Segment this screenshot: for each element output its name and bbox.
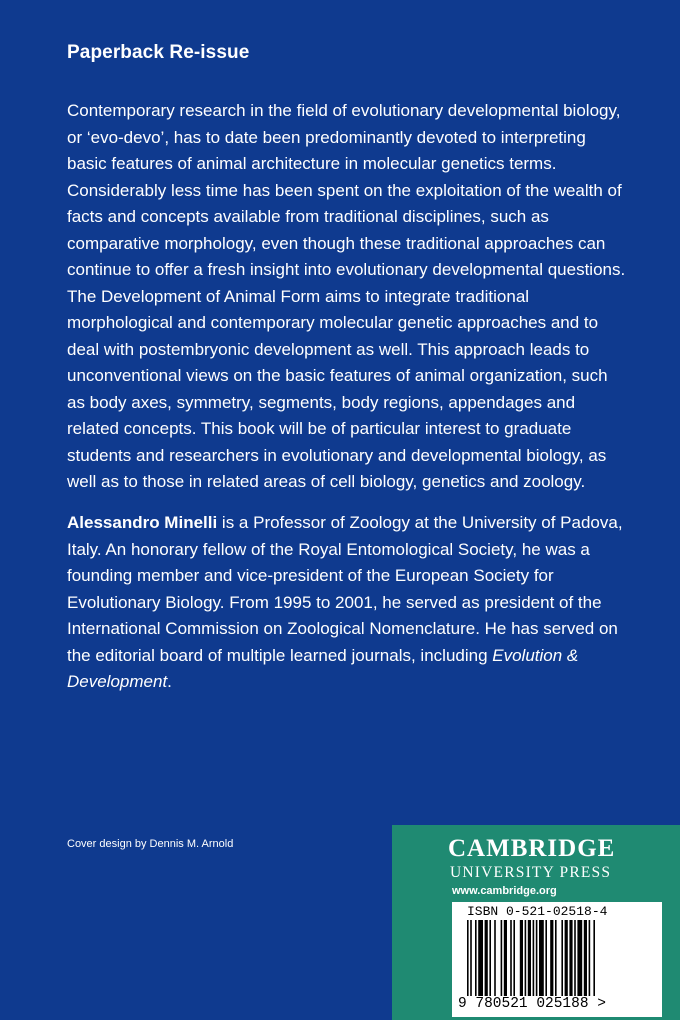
publisher-url: www.cambridge.org [452,885,557,897]
author-bio [67,510,627,696]
book-description: Contemporary research in the field of evolutionary developmental biology, or ‘evo-devo’, has to date been predominantly devoted to interpreting basic features of animal architecture in molecular genetics terms. Considerably less time has been spent on the exploitation of the wealth of facts and concepts available from traditional disciplines, such as comparative morphology, even though these traditional approaches can continue to offer a fresh insight into evolutionary developmental questions. The Development of Animal Form aims to integrate traditional morphological and contemporary molecular genetic approaches and to deal with postembryonic development as well. This approach leads to unconventional views on the basic features of animal organization, such as body axes, symmetry, segments, body regions, appendages and related concepts. This book will be of particular interest to graduate students and researchers in evolutionary and developmental biology, as well as to those in related areas of cell biology, genetics and zoology. [67,101,626,491]
publisher-press: UNIVERSITY PRESS [450,864,612,881]
ean-number: 9 780521 025188 > [458,996,606,1012]
author-name: Alessandro Minelli [67,513,218,532]
journal-title: Evolution & Development [67,645,579,691]
author-bio-text: is a Professor of Zoology at the University of Padova, Italy. An honorary fellow of the Royal Entomological Society, he was a founding member and vice-president of the European Society for Evolutionary Biology. From 1995 to 2001, he served as president of the International Commission on Zoological Nomenclature. He has served on the editorial board of multiple learned journals, including [67,513,623,665]
barcode [452,902,662,1017]
author-bio-end: . [167,672,172,691]
publisher-panel [392,825,680,1020]
reissue-heading: Paperback Re-issue [67,42,250,63]
cover-design-credit: Cover design by Dennis M. Arnold [67,838,234,850]
barcode-bars [467,920,651,996]
isbn-label: ISBN 0-521-02518-4 [467,904,608,919]
publisher-name: CAMBRIDGE [448,835,616,862]
